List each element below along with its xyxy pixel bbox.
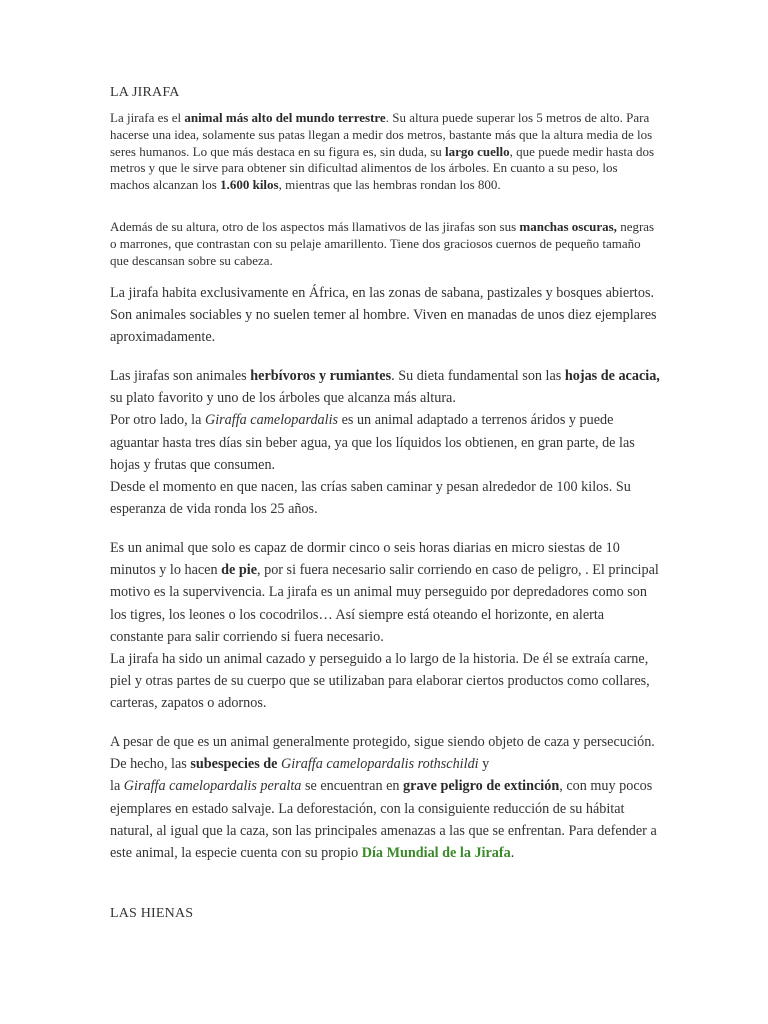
text-run: La jirafa habita exclusivamente en África, en las zonas de sabana, pastizales y bosques abiertos. Son animales sociables y no suelen temer al hombre. Viven en manadas de unos diez ejemplares aproximadamente.: [110, 285, 657, 346]
text-run: . Su dieta fundamental son las: [391, 368, 565, 384]
text-run: . Su altura puede superar los 5 metros de alto. Para hacerse una idea, solamente sus patas llegan a medir dos metros, bastante más que la altura media de los seres humanos. Lo que más destaca en su figura es, sin duda, su: [110, 110, 653, 159]
text-run: la: [110, 778, 124, 795]
text-run: su plato favorito y uno de los árboles que alcanza más altura.: [110, 390, 456, 407]
bold-text: de pie: [221, 562, 257, 579]
paragraph-conservation: [110, 731, 660, 864]
text-run: Las jirafas son animales: [110, 368, 251, 384]
text-run: Además de su altura, otro de los aspectos más llamativos de las jirafas son sus: [110, 219, 520, 234]
bold-text: manchas oscuras,: [519, 219, 617, 234]
italic-text: Giraffa camelopardalis peralta: [123, 778, 302, 795]
bold-text: subespecies de: [190, 756, 278, 773]
paragraph-habitat: [110, 282, 660, 349]
bold-text: animal más alto del mundo terrestre: [184, 110, 386, 125]
italic-text: Giraffa camelopardalis rothschildi: [281, 756, 479, 773]
text-run: es un animal adaptado a terrenos áridos y puede aguantar hasta tres días sin beber agua, ya que los líquidos los obtienen, en gran parte, de las hojas y frutas que consumen.: [110, 412, 635, 473]
paragraph-spots: [110, 219, 660, 269]
text-run: , con muy pocos ejemplares en estado salvaje. La deforestación, con la consiguiente reducción de su hábitat natural, al igual que la caza, son las principales amenazas a las que se enfrentan. Para defender a este animal, la especie cuenta con su propio: [110, 778, 657, 862]
bold-text: 1.600 kilos: [220, 177, 279, 193]
text-run: y: [478, 756, 490, 773]
text-run: La jirafa es el: [110, 110, 185, 125]
text-run: Desde el momento en que nacen, las crías saben caminar y pesan alrededor de 100 kilos. Su esperanza de vida ronda los 25 años.: [110, 479, 631, 518]
bold-text: hojas de acacia,: [564, 368, 660, 384]
text-run: .: [510, 845, 515, 862]
italic-text: Giraffa camelopardalis: [204, 412, 339, 429]
section-title-hienas: LAS HIENAS: [110, 906, 194, 921]
page-title: LA JIRAFA: [110, 85, 180, 100]
bold-text: largo cuello: [445, 143, 510, 159]
bold-text: grave peligro de extinción: [403, 778, 560, 795]
text-run: A pesar de que es un animal generalmente protegido, sigue siendo objeto de caza y persecución. De hecho, las: [110, 734, 655, 773]
text-run: , que puede medir hasta dos metros y que le sirve para obtener sin dificultad alimentos de los árboles. En cuanto a su peso, los machos alcanzan los: [110, 143, 655, 193]
text-run: Es un animal que solo es capaz de dormir cinco o seis horas diarias en micro siestas de 10 minutos y lo hacen: [110, 540, 620, 579]
text-run: , por si fuera necesario salir corriendo en caso de peligro, . El principal motivo es la supervivencia. La jirafa es un animal muy perseguido por depredadores como son los tigres, los leones o los cocodrilos… Así siempre está oteando el horizonte, en alerta constante para salir corriendo si fuera necesario.: [110, 562, 659, 645]
paragraph-diet: [110, 365, 660, 520]
paragraph-size-weight: [110, 110, 660, 194]
text-run: se encuentran en: [301, 778, 404, 795]
text-run: negras o marrones, que contrastan con su pelaje amarillento. Tiene dos graciosos cuernos de pequeño tamaño que descansan sobre su cabeza.: [110, 219, 655, 268]
text-run: , mientras que las hembras rondan los 800.: [278, 177, 501, 193]
paragraph-sleep-history: [110, 537, 660, 715]
text-run: La jirafa ha sido un animal cazado y perseguido a lo largo de la historia. De él se extraía carne, piel y otras partes de su cuerpo que se utilizaban para elaborar ciertos productos como collares, carteras, zapatos o adornos.: [110, 651, 650, 712]
bold-text: herbívoros y rumiantes: [250, 368, 392, 384]
text-run: Por otro lado, la: [110, 412, 205, 429]
dia-mundial-link[interactable]: Día Mundial de la Jirafa: [361, 845, 511, 862]
